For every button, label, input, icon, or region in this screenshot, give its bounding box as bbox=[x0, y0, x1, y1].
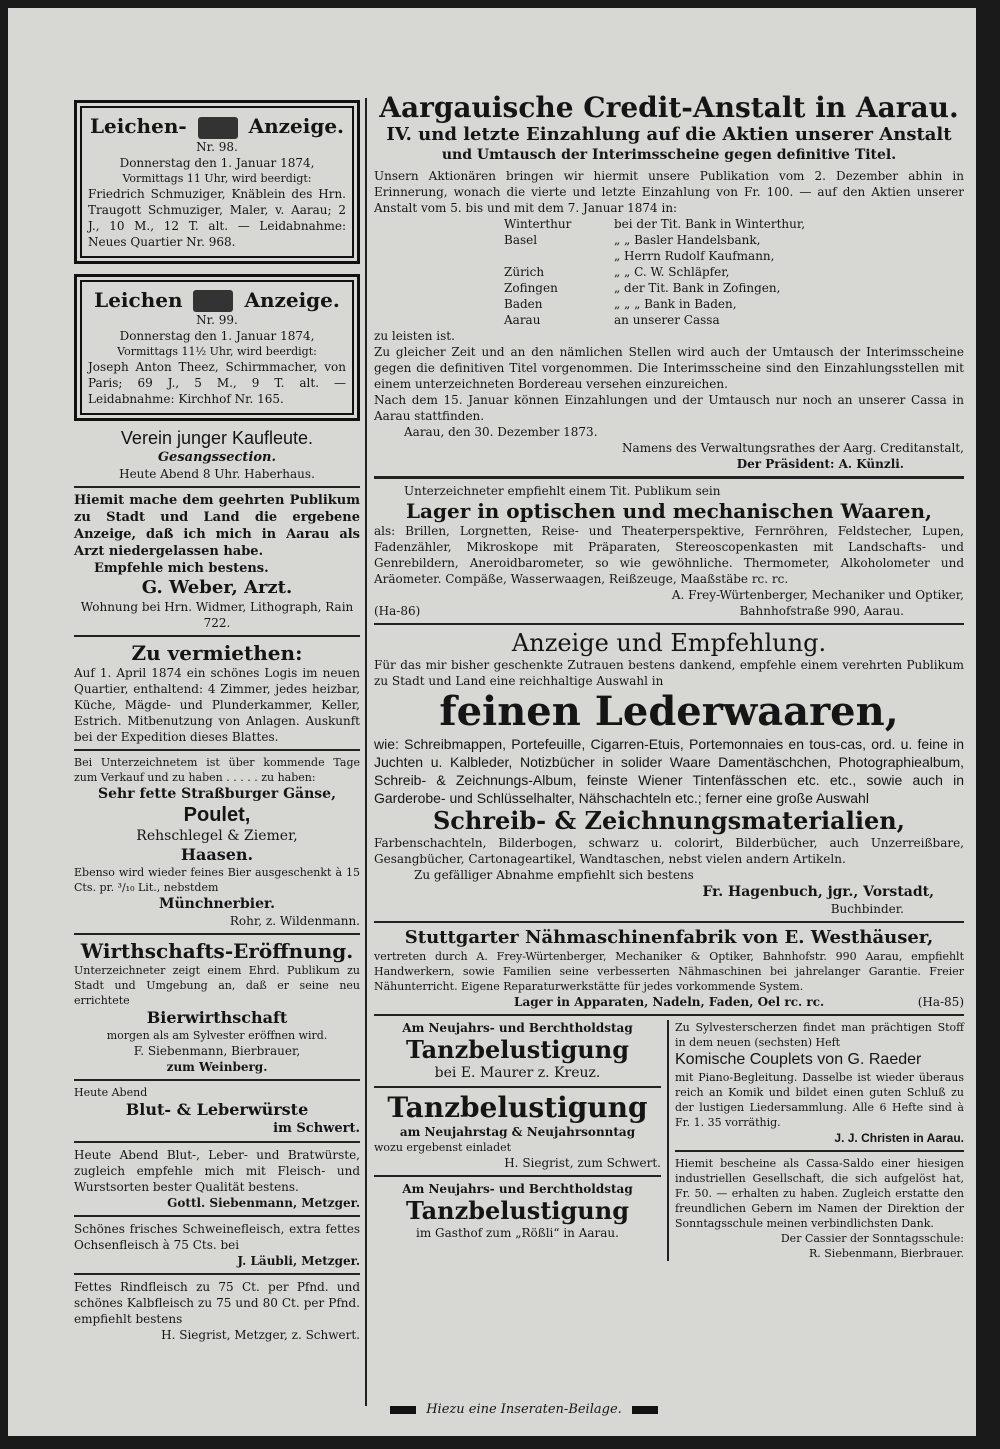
death-notice-99 bbox=[74, 274, 360, 422]
divider bbox=[374, 921, 964, 923]
ad-arzt bbox=[74, 492, 360, 631]
credit-p4: Nach dem 15. Januar können Einzahlungen und der Umtausch nur noch an unserer Cassa in Aarau stattfinden. bbox=[374, 393, 964, 423]
credit-p1: Unsern Aktionären bringen wir hiermit unsere Publikation vom 2. Dezember abhin in Erinnerung, wonach die vierte und letzte Einzahlung von Fr. 100. — auf den Aktien unserer Anstalt vom 5. bis und mit dem 7. Januar 1874 in: bbox=[374, 169, 964, 215]
vermiethen-title: Zu vermiethen: bbox=[131, 641, 303, 665]
ad-tanz-siegrist bbox=[374, 1092, 661, 1171]
verein-title: Verein junger Kaufleute. bbox=[120, 428, 314, 448]
verein-line: Heute Abend 8 Uhr. Haberhaus. bbox=[119, 467, 315, 481]
credit-p3: Zu gleicher Zeit und an den nämlichen Stellen wird auch der Umtausch der Interimsscheine gegen die definitiven Titel vorgenommen. Die Interimsscheine sind den Einzahlungsstellen mit einem unterzeichneten Bordereau versehen einzureichen. bbox=[374, 345, 964, 391]
ad-wirthschaft bbox=[74, 939, 360, 1075]
newspaper-page bbox=[8, 8, 976, 1436]
divider bbox=[74, 933, 360, 935]
wirth-sign2: zum Weinberg. bbox=[166, 1060, 268, 1074]
coffin-emblem-icon bbox=[193, 290, 233, 312]
death-notice-title-b: Anzeige. bbox=[244, 287, 340, 312]
couplets-text2: mit Piano-Begleitung. Dasselbe ist wieder überaus reich an Komik und bildet einen guten Schluß zu der lustigen Liedersammlung. Alle 6 Hefte sind à Fr. 1. 35 vorräthig. bbox=[675, 1071, 964, 1129]
optik-intro: Unterzeichneter empfiehlt einem Tit. Publikum sein bbox=[404, 484, 721, 498]
bottom-left bbox=[374, 1020, 669, 1261]
ad-naehmaschinen bbox=[374, 927, 964, 1010]
divider bbox=[74, 1273, 360, 1275]
divider bbox=[374, 476, 964, 479]
divider bbox=[74, 635, 360, 637]
credit-branch: Winterthur bei der Tit. Bank in Winterthur, bbox=[504, 217, 806, 231]
leder-text3: Zu gefälliger Abnahme empfiehlt sich bestens bbox=[414, 868, 694, 882]
ad-lederwaaren bbox=[374, 629, 964, 917]
wirth-sign1: F. Siebenmann, Bierbrauer, bbox=[133, 1044, 301, 1058]
ad-gaense bbox=[74, 755, 360, 929]
siegrist-sign: H. Siegrist, Metzger, z. Schwert. bbox=[161, 1328, 360, 1342]
death-notice-98 bbox=[74, 100, 360, 264]
death-notice-title-a: Leichen bbox=[94, 287, 183, 312]
gaense-l3: Rehschlegel & Ziemer, bbox=[136, 828, 298, 844]
wirth-text: Unterzeichneter zeigt einem Ehrd. Publikum zu Stadt und Umgebung an, daß er seine neu errichtete bbox=[74, 964, 360, 1007]
vermiethen-text: Auf 1. April 1874 ein schönes Logis im neuen Quartier, enthaltend: 4 Zimmer, jedes heizbar, Küche, Mägde- und Plunderkammer, Keller, Estrich. Mitbenutzung von Anlagen. Auskunft bei der Expedition dieses Blattes. bbox=[74, 666, 360, 744]
credit-sign2: Der Präsident: A. Künzli. bbox=[736, 457, 904, 471]
optik-code: (Ha-86) bbox=[374, 604, 421, 618]
death-notice-text: Friedrich Schmuziger, Knäblein des Hrn. Traugott Schmuziger, Maler, v. Aarau; 2 J., 10 M., 12 T. alt. — Leidabnahme: Neues Quartier Nr. 968. bbox=[88, 186, 346, 249]
leder-sign2: Buchbinder. bbox=[830, 902, 904, 916]
leder-text: wie: Schreibmappen, Portefeuille, Cigarren-Etuis, Portemonnaies en tous-cas, ord. u. feine in Juchten u. Kalbleder, Notizbücher in solider Waare Damentäschchen, Photographiealbum, Schreib- & Zeichnungs-Album, feinste Wiener Tintenfässchen etc. etc., sowie auch in Garderobe- und Schlüsselhalter, Nähschachteln etc.; ferner eine große Auswahl bbox=[374, 736, 964, 806]
credit-sign1: Namens des Verwaltungsrathes der Aarg. Creditanstalt, bbox=[622, 441, 964, 455]
gaense-l1: Sehr fette Straßburger Gänse, bbox=[98, 786, 336, 802]
tanz2-l2: wozu ergebenst einladet bbox=[374, 1141, 512, 1154]
credit-p2: zu leisten ist. bbox=[374, 329, 455, 343]
divider bbox=[74, 486, 360, 488]
divider bbox=[374, 1175, 661, 1177]
credit-title: Aargauische Credit-Anstalt in Aarau. bbox=[379, 91, 959, 124]
ad-siebenmann bbox=[74, 1147, 360, 1211]
ad-vermiethen bbox=[74, 641, 360, 745]
leder-big2: Schreib- & Zeichnungsmaterialien, bbox=[432, 806, 906, 835]
siebenmann-text: Heute Abend Blut-, Leber- und Bratwürste, zugleich empfehle mich mit Fleisch- und Wurstsorten bester Qualität bestens. bbox=[74, 1148, 360, 1194]
blut-l2: Blut- & Leberwürste bbox=[125, 1100, 309, 1119]
tanz3-big: Tanzbelustigung bbox=[406, 1196, 629, 1225]
footer-text: Hiezu eine Inseraten-Beilage. bbox=[426, 1402, 622, 1417]
tanz1-l1: Am Neujahrs- und Berchtholdstag bbox=[402, 1021, 633, 1035]
siegrist-text: Fettes Rindfleisch zu 75 Ct. per Pfnd. und schönes Kalbfleisch zu 75 und 80 Ct. per Pfnd. empfiehlt bestens bbox=[74, 1280, 360, 1326]
arzt-empf: Empfehle mich bestens. bbox=[94, 561, 269, 576]
tanz2-sign: H. Siegrist, zum Schwert. bbox=[504, 1156, 661, 1170]
death-notice-date: Donnerstag den 1. Januar 1874, bbox=[119, 155, 315, 170]
gaense-l4: Haasen. bbox=[180, 845, 254, 864]
blut-l1: Heute Abend bbox=[74, 1086, 148, 1099]
cassier-text: Hiemit bescheine als Cassa-Saldo einer hiesigen industriellen Gesellschaft, die sich aufgelöst hat, Fr. 50. — erhalten zu haben. Zugleich erstatte den freundlichen Gebern im Namen der Direktion der Sonntagsschule meinen verbindlichsten Dank. bbox=[675, 1157, 964, 1230]
ad-tanz-maurer bbox=[374, 1020, 661, 1082]
credit-branch: Zürich „ „ C. W. Schläpfer, bbox=[504, 265, 730, 279]
tanz2-l1: am Neujahrstag & Neujahrsonntag bbox=[399, 1125, 636, 1139]
death-notice-time: Vormittags 11 Uhr, wird beerdigt: bbox=[122, 171, 312, 185]
divider bbox=[374, 623, 964, 625]
bottom-right bbox=[669, 1020, 964, 1261]
divider bbox=[74, 1079, 360, 1081]
pointing-hand-icon bbox=[632, 1406, 658, 1414]
coffin-emblem-icon bbox=[198, 117, 238, 139]
death-notice-date: Donnerstag den 1. Januar 1874, bbox=[119, 329, 315, 343]
naeh-code: (Ha-85) bbox=[917, 995, 964, 1009]
left-column bbox=[74, 92, 360, 1412]
optik-sign2: Bahnhofstraße 990, Aarau. bbox=[739, 604, 904, 618]
credit-branch-list bbox=[374, 216, 964, 328]
death-notice-text: Joseph Anton Theez, Schirmmacher, von Paris; 69 J., 5 M., 9 T. alt. — Leidabnahme: Kirchhof Nr. 165. bbox=[88, 360, 346, 406]
leder-title: Anzeige und Empfehlung. bbox=[511, 629, 827, 657]
divider bbox=[374, 1014, 964, 1016]
divider bbox=[675, 1150, 964, 1152]
credit-branch: „ Herrn Rudolf Kaufmann, bbox=[614, 249, 775, 263]
ad-tanz-roessli bbox=[374, 1181, 661, 1241]
cassier-sign1: Der Cassier der Sonntagsschule: bbox=[780, 1232, 964, 1245]
credit-branch: Aarau an unserer Cassa bbox=[504, 313, 720, 327]
credit-sub1: IV. und letzte Einzahlung auf die Aktien unserer Anstalt bbox=[386, 124, 952, 145]
death-notice-title-b: Anzeige. bbox=[248, 114, 345, 138]
ad-optik bbox=[374, 483, 964, 619]
ad-blutwurst bbox=[74, 1085, 360, 1137]
ad-siegrist-fleisch bbox=[74, 1279, 360, 1343]
credit-branch: Zofingen „ der Tit. Bank in Zofingen, bbox=[504, 281, 781, 295]
couplets-big: Komische Couplets von G. Raeder bbox=[675, 1051, 922, 1068]
optik-title: Lager in optischen und mechanischen Waaren, bbox=[405, 499, 933, 523]
death-notice-title-a: Leichen- bbox=[89, 114, 187, 138]
couplets-text: Zu Sylvesterscherzen findet man prächtigen Stoff in dem neuen (sechsten) Heft bbox=[675, 1021, 964, 1049]
leder-intro: Für das mir bisher geschenkte Zutrauen bestens dankend, empfehle einem verehrten Publikum zu Stadt und Land eine reichhaltige Auswahl in bbox=[374, 658, 964, 688]
ad-verein bbox=[74, 427, 360, 482]
death-notice-number: Nr. 98. bbox=[196, 139, 238, 154]
optik-sign1: A. Frey-Würtenberger, Mechaniker und Optiker, bbox=[671, 588, 964, 602]
laeubli-sign: J. Läubli, Metzger. bbox=[237, 1254, 360, 1268]
leder-big: feinen Lederwaaren, bbox=[439, 688, 899, 735]
credit-branch: Basel „ „ Basler Handelsbank, bbox=[504, 233, 761, 247]
gaense-intro: Bei Unterzeichnetem ist über kommende Tage zum Verkauf und zu haben . . . . . zu haben: bbox=[74, 756, 360, 784]
wirth-text2: morgen als am Sylvester eröffnen wird. bbox=[106, 1029, 328, 1042]
naeh-last: Lager in Apparaten, Nadeln, Faden, Oel rc. rc. bbox=[514, 995, 825, 1009]
divider bbox=[374, 1086, 661, 1088]
pointing-hand-icon bbox=[390, 1406, 416, 1414]
optik-text: als: Brillen, Lorgnetten, Reise- und Theaterperspektive, Fernröhren, Feldstecher, Lupen, Fadenzähler, Mikroskope mit Präparaten, Stereoscopenkasten mit Landschafts- und Genrebildern, Aneroidbarometer, so wie gewöhnliche. Thermometer, Alkoholometer und Aräometer. Compäße, Wasserwaagen, Reißzeuge, Maaßstäbe rc. rc. bbox=[374, 524, 964, 586]
credit-branch: Baden „ „ „ Bank in Baden, bbox=[504, 297, 737, 311]
verein-sub: Gesangssection. bbox=[157, 450, 277, 465]
tanz1-l2: bei E. Maurer z. Kreuz. bbox=[434, 1065, 601, 1081]
tanz1-big: Tanzbelustigung bbox=[406, 1035, 629, 1064]
siebenmann-sign: Gottl. Siebenmann, Metzger. bbox=[167, 1196, 360, 1210]
ad-cassier bbox=[675, 1156, 964, 1261]
tanz3-l1: Am Neujahrs- und Berchtholdstag bbox=[402, 1182, 633, 1196]
credit-date: Aarau, den 30. Dezember 1873. bbox=[404, 425, 598, 439]
leder-sign1: Fr. Hagenbuch, jgr., Vorstadt, bbox=[702, 884, 934, 900]
ad-laeubli bbox=[74, 1221, 360, 1269]
credit-sub2: und Umtausch der Interimsscheine gegen definitive Titel. bbox=[441, 147, 897, 163]
gaense-l6: Münchnerbier. bbox=[159, 896, 275, 912]
naeh-title: Stuttgarter Nähmaschinenfabrik von E. Westhäuser, bbox=[404, 927, 934, 948]
arzt-name: G. Weber, Arzt. bbox=[141, 577, 293, 598]
gaense-sign: Rohr, z. Wildenmann. bbox=[229, 914, 360, 928]
blut-l3: im Schwert. bbox=[273, 1121, 360, 1136]
wirth-title: Wirthschafts-Eröffnung. bbox=[80, 939, 354, 963]
leder-text2: Farbenschachteln, Bilderbogen, schwarz u. colorirt, Bilderbücher, auch Unzerreißbare, Gesangbücher, Cartonageartikel, Wandtaschen, nebst vielen andern Artikeln. bbox=[374, 836, 964, 866]
divider bbox=[74, 1215, 360, 1217]
gaense-l5: Ebenso wird wieder feines Bier ausgeschenkt à 15 Cts. pr. ³/₁₀ Lit., nebstdem bbox=[74, 866, 360, 894]
bottom-split bbox=[374, 1020, 964, 1261]
death-notice-number: Nr. 99. bbox=[196, 313, 238, 327]
couplets-sign: J. J. Christen in Aarau. bbox=[834, 1131, 964, 1145]
laeubli-text: Schönes frisches Schweinefleisch, extra fettes Ochsenfleisch à 75 Cts. bei bbox=[74, 1222, 360, 1252]
ad-credit-anstalt bbox=[374, 92, 964, 472]
gaense-l2: Poulet, bbox=[183, 804, 251, 826]
death-notice-time: Vormittags 11½ Uhr, wird beerdigt: bbox=[117, 345, 317, 358]
right-column bbox=[374, 92, 964, 1412]
footer-note bbox=[374, 1402, 674, 1417]
naeh-text: vertreten durch A. Frey-Würtenberger, Mechaniker & Optiker, Bahnhofstr. 990 Aarau, empfiehlt Handwerkern, sowie Familien seine verbesserten Nähmaschinen bei jahrelanger Garantie. Freier Nähunterricht. Eigene Reparaturwerkstätte für jedes vorkommende System. bbox=[374, 950, 964, 993]
cassier-sign2: R. Siebenmann, Bierbrauer. bbox=[809, 1247, 964, 1260]
divider bbox=[74, 1141, 360, 1143]
tanz3-l2: im Gasthof zum „Rößli“ in Aarau. bbox=[416, 1226, 619, 1240]
arzt-text: Hiemit mache dem geehrten Publikum zu Stadt und Land die ergebene Anzeige, daß ich mich in Aarau als Arzt niedergelassen habe. bbox=[74, 493, 360, 559]
wirth-big: Bierwirthschaft bbox=[146, 1008, 288, 1027]
arzt-addr: Wohnung bei Hrn. Widmer, Lithograph, Rain 722. bbox=[80, 600, 354, 630]
ad-couplets bbox=[675, 1020, 964, 1146]
column-separator bbox=[365, 98, 367, 1406]
divider bbox=[74, 749, 360, 751]
tanz2-big: Tanzbelustigung bbox=[387, 1091, 648, 1124]
